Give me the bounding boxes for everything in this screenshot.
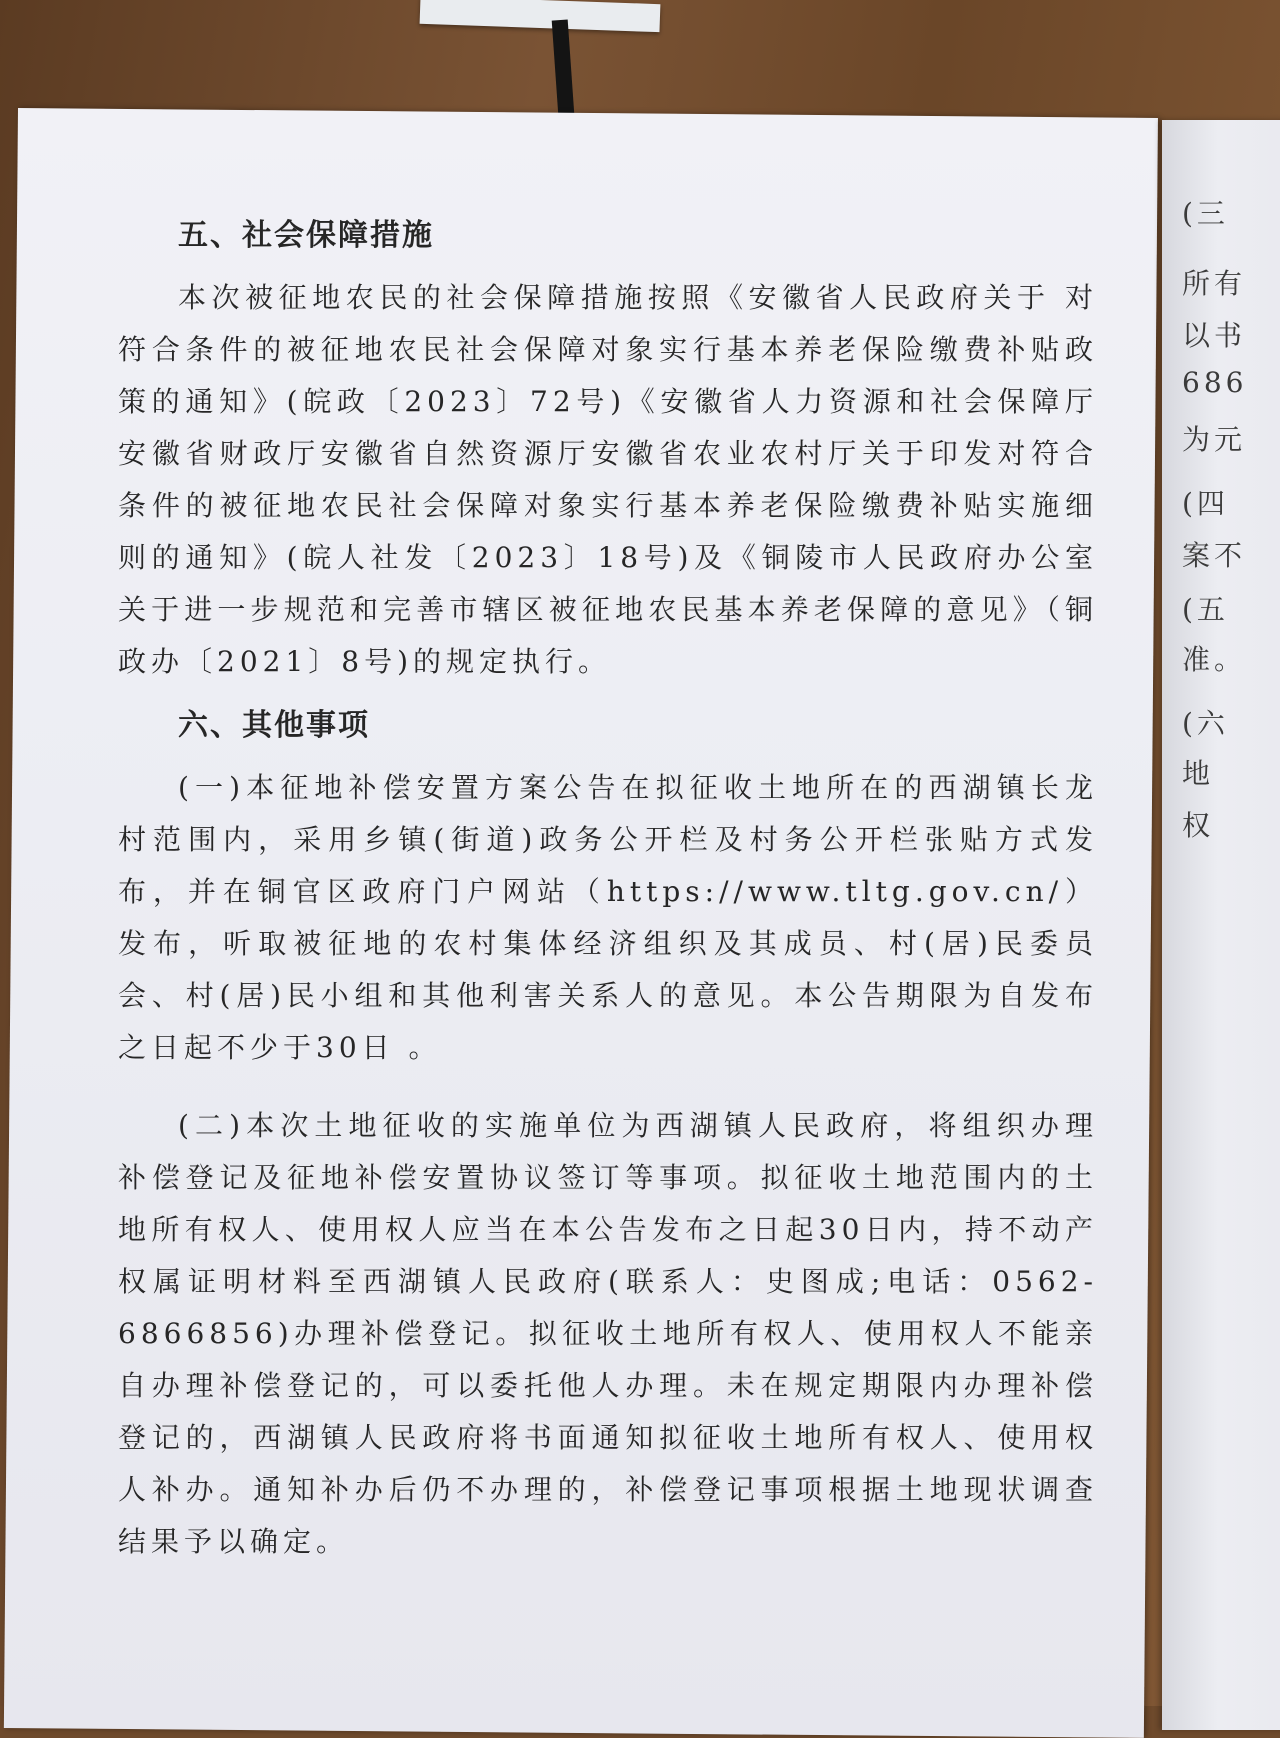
- adjacent-page: [1162, 120, 1280, 1730]
- adjacent-text-fragment: 以书: [1182, 319, 1247, 352]
- adjacent-text-fragment: 所有: [1182, 267, 1247, 300]
- adjacent-text-fragment: 权: [1182, 809, 1215, 842]
- section-heading: 六、其他事项: [178, 708, 370, 743]
- adjacent-text-fragment: (四: [1182, 487, 1229, 520]
- social-security-paragraph: 本次被征地农民的社会保障措施按照《安徽省人民政府关于 对符合条件的被征地农民社会保障对象实行基本养老保险缴费补贴政策的通知》(皖政〔2023〕72号)《安徽省人力资源和社会保障厅安徽省财政厅安徽省自然资源厅安徽省农业农村厅关于印发对符合条件的被征地农民社会保障对象实行基本养老保险缴费补贴实施细则的通知》(皖人社发〔2023〕18号)及《铜陵市人民政府办公室关于进一步规范和完善市辖区被征地农民基本养老保障的意见》（铜政办〔2021〕8号)的规定执行。: [118, 281, 1098, 678]
- adjacent-text-fragment: 为元: [1182, 423, 1247, 456]
- section-heading: 五、社会保障措施: [178, 218, 434, 253]
- adjacent-text-fragment: (三: [1182, 197, 1229, 230]
- adjacent-text-fragment: (五: [1182, 593, 1229, 626]
- adjacent-text-fragment: 案不: [1182, 539, 1247, 572]
- adjacent-text-fragment: 准。: [1182, 643, 1247, 676]
- document-body: [118, 210, 1098, 1568]
- announcement-paragraph: (一)本征地补偿安置方案公告在拟征收土地所在的西湖镇长龙村范围内，采用乡镇(街道)政务公开栏及村务公开栏张贴方式发布，并在铜官区政府门户网站（https://www.tltg.gov.cn/）发布，听取被征地的农村集体经济组织及其成员、村(居)民委员会、村(居)民小组和其他利害关系人的意见。本公告期限为自发布之日起不少于30日 。: [118, 771, 1098, 1064]
- adjacent-text-fragment: 686: [1182, 366, 1248, 399]
- adjacent-text-fragment: (六: [1182, 707, 1229, 740]
- paragraph-gap: [118, 1074, 1098, 1100]
- registration-paragraph: (二)本次土地征收的实施单位为西湖镇人民政府，将组织办理补偿登记及征地补偿安置协议签订等事项。拟征收土地范围内的土地所有权人、使用权人应当在本公告发布之日起30日内，持不动产权属证明材料至西湖镇人民政府(联系人：史图成;电话：0562-6866856)办理补偿登记。拟征收土地所有权人、使用权人不能亲自办理补偿登记的，可以委托他人办理。未在规定期限内办理补偿登记的，西湖镇人民政府将书面通知拟征收土地所有权人、使用权人补办。通知补办后仍不办理的，补偿登记事项根据土地现状调查结果予以确定。: [118, 1109, 1098, 1558]
- adjacent-text-fragment: 地: [1182, 757, 1215, 790]
